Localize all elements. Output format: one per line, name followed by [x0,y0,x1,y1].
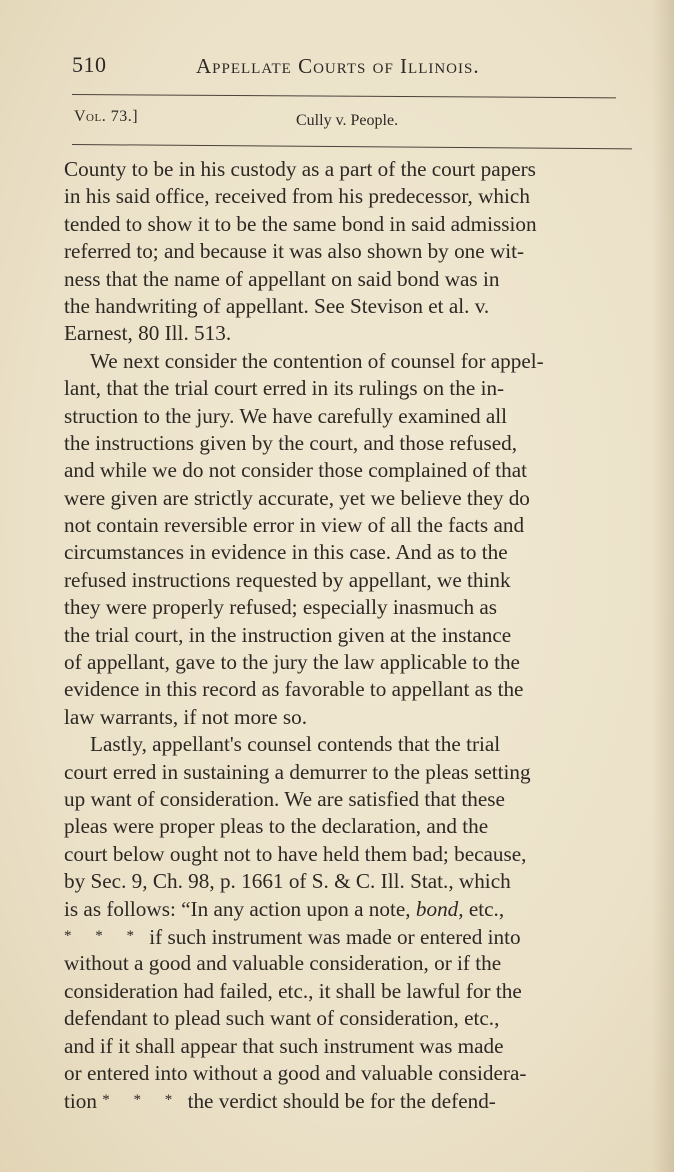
text-line: law warrants, if not more so. [64,704,308,729]
paragraph-start-line: Lastly, appellant's counsel contends that the trial [90,732,501,757]
text-line [64,1087,630,1114]
text-line [64,896,630,923]
running-title: Appellate Courts of Illinois. [196,54,480,78]
text-line: of appellant, gave to the jury the law applicable to the [64,650,520,675]
text-segment: if such instrument was made or entered into [149,924,521,949]
text-line: lant, that the trial court erred in its rulings on the in- [64,376,505,401]
text-line: the handwriting of appellant. See Stevison et al. v. [64,293,490,318]
text-line: and while we do not consider those complained of that [64,458,528,483]
text-line: by Sec. 9, Ch. 98, p. 1661 of S. & C. Ill. Stat., which [64,869,511,894]
page-header [72,52,542,86]
text-line: referred to; and because it was also shown by one wit- [64,239,525,264]
text-line: in his said office, received from his predecessor, which [64,184,530,209]
text-line: ness that the name of appellant on said bond was in [64,266,500,291]
text-line: they were properly refused; especially inasmuch as [64,595,497,620]
text-line: Earnest, 80 Ill. 513. [64,321,232,346]
case-subheader [72,106,632,136]
text-line: the trial court, in the instruction given at the instance [64,622,512,647]
text-line: circumstances in evidence in this case. And as to the [64,540,508,565]
italic-word: bond, [415,896,464,921]
text-line: were given are strictly accurate, yet we believe they do [64,485,530,510]
text-line: the instructions given by the court, and those refused, [64,430,518,455]
header-rule [72,94,616,98]
text-line: not contain reversible error in view of all the facts and [64,513,525,538]
volume-label: Vol. 73.] [74,108,139,125]
paragraph-start-line: We next consider the contention of counsel for appel- [90,348,544,373]
page-gutter-shadow [652,0,674,1172]
text-line: pleas were proper pleas to the declaration, and the [64,814,489,839]
text-segment: tion [64,1089,97,1114]
text-line: tended to show it to be the same bond in said admission [64,211,537,236]
text-line: refused instructions requested by appellant, we think [64,567,511,592]
text-line: court erred in sustaining a demurrer to the pleas setting [64,759,531,784]
text-line: evidence in this record as favorable to appellant as the [64,677,524,702]
text-line: up want of consideration. We are satisfied that these [64,786,505,811]
page-number: 510 [72,52,107,77]
text-segment: the verdict should be for the defend- [187,1089,496,1114]
ellipsis-stars: * * * [64,927,144,944]
text-line: without a good and valuable consideration, or if the [64,951,502,976]
text-line: court below ought not to have held them bad; because, [64,841,527,866]
ellipsis-stars: * * * [102,1092,183,1109]
opinion-text [64,156,630,1115]
text-line: or entered into without a good and valuable considera- [64,1060,527,1085]
case-name: Cully v. People. [296,112,399,129]
text-line: defendant to plead such want of consideration, etc., [64,1006,500,1031]
text-line: consideration had failed, etc., it shall be lawful for the [64,978,522,1003]
text-line [64,923,630,950]
text-segment: is as follows: “In any action upon a note, [64,896,411,921]
text-line: struction to the jury. We have carefully examined all [64,403,508,428]
text-segment: etc., [468,896,505,921]
text-line: and if it shall appear that such instrument was made [64,1033,504,1058]
text-line: County to be in his custody as a part of the court papers [64,157,536,181]
subheader-rule [72,144,632,149]
